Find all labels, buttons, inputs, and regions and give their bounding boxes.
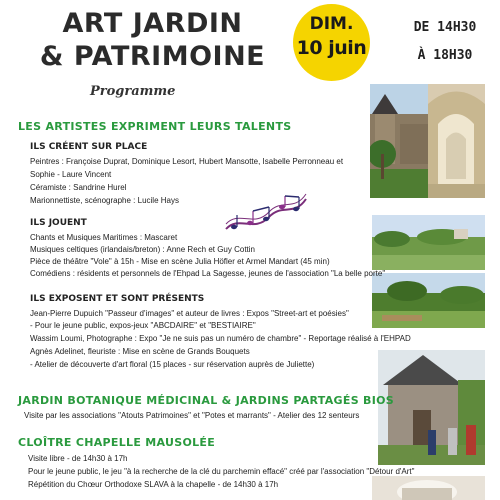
- play-line: Musiques celtiques (irlandais/breton) : Anne Rech et Guy Cottin: [30, 245, 256, 254]
- subheading-exhibit: ILS EXPOSENT ET SONT PRÉSENTS: [30, 294, 205, 304]
- subtitle: Programme: [90, 84, 176, 99]
- music-notes-icon: [224, 193, 308, 237]
- exhibit-line: - Atelier de découverte d'art floral (15 places - sur réservation auprès de Juliette): [30, 360, 315, 369]
- garden-photo: [372, 273, 485, 328]
- time-from: DE 14H30: [413, 20, 477, 35]
- play-line: Chants et Musiques Maritimes : Mascaret: [30, 233, 178, 242]
- create-line: Marionnettiste, scénographe : Lucile Hays: [30, 196, 179, 205]
- subheading-create: ILS CRÉENT SUR PLACE: [30, 142, 148, 152]
- exhibit-line: Agnès Adelinet, fleuriste : Mise en scène de Grands Bouquets: [30, 347, 250, 356]
- section-heading-garden: JARDIN BOTANIQUE MÉDICINAL & JARDINS PARTAGÉS BIOS: [18, 394, 394, 407]
- create-line: Céramiste : Sandrine Hurel: [30, 183, 127, 192]
- cloister-arcade-photo: [428, 84, 485, 198]
- date-badge: [293, 4, 370, 81]
- play-line: Comédiens : résidents et personnels de l'Ehpad La Sagesse, jeunes de l'association "La belle porte": [30, 269, 386, 278]
- exhibit-line: Wassim Loumi, Photographe : Expo "Je ne suis pas un numéro de chambre" - Reportage réalisé à l'EHPAD: [30, 334, 411, 343]
- date-day-abbrev: DIM.: [309, 14, 354, 34]
- cloister-line: Répétition du Chœur Orthodoxe SLAVA à la chapelle - de 14h30 à 17h: [28, 480, 279, 489]
- subheading-play: ILS JOUENT: [30, 218, 87, 228]
- create-line: Peintres : Françoise Duprat, Dominique Lesort, Hubert Mansotte, Isabelle Perronneau et: [30, 157, 344, 166]
- stone-building-photo: [378, 350, 485, 465]
- landscape-photo: [372, 215, 485, 270]
- exhibit-line: - Pour le jeune public, expos-jeux "ABCDAIRE" et "BESTIAIRE": [30, 321, 256, 330]
- courtyard-tower-photo: [370, 84, 428, 198]
- cloister-line: Visite libre - de 14h30 à 17h: [28, 454, 128, 463]
- title-line-1: ART JARDIN: [62, 8, 243, 39]
- play-line: Pièce de théâtre "Vole" à 15h - Mise en scène Julia Höfler et Armel Mandart (45 min): [30, 257, 330, 266]
- exhibit-line: Jean-Pierre Dupuich "Passeur d'images" et auteur de livres : Expos "Street-art et poésies": [30, 309, 349, 318]
- title-line-2: & PATRIMOINE: [39, 41, 266, 72]
- cloister-line: Pour le jeune public, le jeu "à la recherche de la clé du parchemin effacé" créé par l'association "Détour d'Art": [28, 467, 415, 476]
- garden-line: Visite par les associations "Atouts Patrimoines" et "Potes et marrants" - Atelier des 12 senteurs: [24, 411, 360, 420]
- choir-photo: [372, 476, 485, 500]
- section-heading-artists: LES ARTISTES EXPRIMENT LEURS TALENTS: [18, 120, 292, 133]
- create-line: Sophie - Laure Vincent: [30, 170, 112, 179]
- time-to: À 18H30: [417, 48, 473, 63]
- date-value: 10 juin: [296, 37, 367, 59]
- section-heading-cloister: CLOÎTRE CHAPELLE MAUSOLÉE: [18, 436, 216, 449]
